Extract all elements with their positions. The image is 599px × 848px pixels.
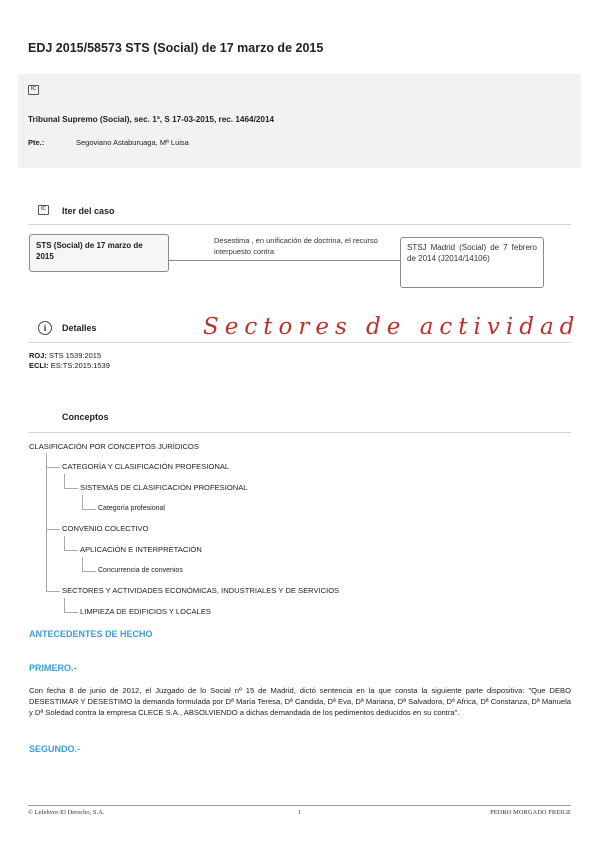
footer-divider xyxy=(28,805,571,806)
tree-connector xyxy=(82,495,83,509)
details-heading: Detalles xyxy=(62,323,97,333)
primero-paragraph: Con fecha 8 de junio de 2012, el Juzgado de lo Social nº 15 de Madrid, dictó sentencia en la que consta la siguiente parte dispositiva: "Que DEBO DESESTIMAR Y DESESTIMO la demanda formulada por Dª María Teresa, Dª Candida, Dª Eva, Dª Mariana, Dª Salvadora, Dª Africa, Dª Constanza, Dª Manuela y Dª Soledad contra la empresa CLECE S.A., ABSOLVIENDO a dichas demandada de los pedimentos deducidos en su contra". xyxy=(29,686,571,717)
tree-connector xyxy=(64,488,78,489)
ic-icon xyxy=(38,205,49,215)
tree-connector xyxy=(64,536,65,550)
pte-value: Segoviano Astaburuaga, Mª Luisa xyxy=(76,138,189,147)
tree-connector xyxy=(64,612,78,613)
summary-box xyxy=(18,74,581,168)
tree-item-sistemas-clasificacion[interactable]: SISTEMAS DE CLASIFICACIÓN PROFESIONAL xyxy=(80,483,248,492)
tree-connector xyxy=(64,598,65,612)
roj-ecli xyxy=(29,351,110,371)
tree-connector xyxy=(64,550,78,551)
roj-value: STS 1539:2015 xyxy=(49,351,102,360)
tree-item-convenio-colectivo[interactable]: CONVENIO COLECTIVO xyxy=(62,524,149,533)
iter-description: Desestima , en unificación de doctrina, el recurso interpuesto contra xyxy=(214,236,378,256)
concepts-divider xyxy=(28,432,571,433)
tree-item-categoria-profesional[interactable]: Categoría profesional xyxy=(98,505,165,512)
tree-root: CLASIFICACIÓN POR CONCEPTOS JURÍDICOS xyxy=(29,442,199,451)
iter-connector xyxy=(169,260,400,261)
tree-item-sectores-actividades[interactable]: SECTORES Y ACTIVIDADES ECONÓMICAS, INDUSTRIALES Y DE SERVICIOS xyxy=(62,586,340,595)
footer-user: PEDRO MORGADO FREIGE xyxy=(490,809,571,816)
tree-connector xyxy=(46,467,60,468)
tree-item-categoria-clasificacion[interactable]: CATEGORÍA Y CLASIFICACIÓN PROFESIONAL xyxy=(62,462,230,471)
case-right-box[interactable]: STSJ Madrid (Social) de 7 febrero de 2014 (J2014/14106) xyxy=(400,237,544,288)
tree-connector xyxy=(46,529,60,530)
roj-label: ROJ: xyxy=(29,351,47,360)
concepts-heading: Conceptos xyxy=(62,412,109,422)
tree-item-aplicacion-interpretacion[interactable]: APLICACIÓN E INTERPRETACIÓN xyxy=(80,545,202,554)
footer-copyright: © Lefebvre-El Derecho, S.A. xyxy=(28,809,105,816)
ecli-label: ECLI: xyxy=(29,361,49,370)
tree-connector xyxy=(46,591,60,592)
document-title: EDJ 2015/58573 STS (Social) de 17 marzo de 2015 xyxy=(28,41,324,55)
handwritten-note: Sectores de actividad xyxy=(203,314,581,340)
court-line: Tribunal Supremo (Social), sec. 1ª, S 17-03-2015, rec. 1464/2014 xyxy=(28,115,275,124)
details-divider xyxy=(28,342,571,343)
tree-connector xyxy=(82,557,83,571)
footer-page-number: 1 xyxy=(298,809,302,816)
tree-connector xyxy=(64,474,65,488)
info-icon: i xyxy=(38,321,52,335)
pte-label: Pte.: xyxy=(28,138,45,147)
tree-connector xyxy=(82,571,96,572)
ic-icon xyxy=(28,85,39,95)
segundo-heading: SEGUNDO.- xyxy=(29,744,81,754)
ecli-value: ES:TS:2015:1539 xyxy=(50,361,110,370)
tree-item-limpieza-edificios[interactable]: LIMPIEZA DE EDIFICIOS Y LOCALES xyxy=(80,607,211,616)
primero-heading: PRIMERO.- xyxy=(29,663,77,673)
tree-connector xyxy=(46,453,47,592)
case-left-box[interactable]: STS (Social) de 17 marzo de 2015 xyxy=(29,234,169,272)
tree-item-concurrencia-convenios[interactable]: Concurrencia de convenios xyxy=(98,567,183,574)
iter-heading: Iter del caso xyxy=(62,206,115,216)
antecedentes-heading: ANTECEDENTES DE HECHO xyxy=(29,629,153,639)
tree-connector xyxy=(82,509,96,510)
iter-divider xyxy=(28,224,571,225)
